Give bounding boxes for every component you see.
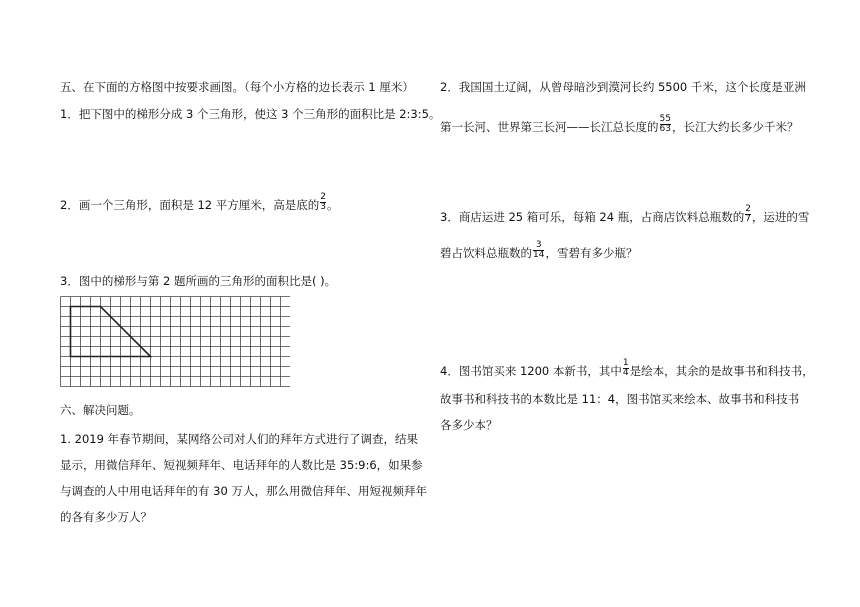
question-3: 3．图中的梯形与第 2 题所画的三角形的面积比是( )。: [60, 274, 337, 288]
grid-svg: [60, 296, 290, 392]
section-6-title: 六、解决问题。: [60, 403, 141, 417]
question-2-text: 2．画一个三角形，面积是 12 平方厘米，高是底的: [60, 198, 320, 212]
problem-1-line-3: 与调查的人中用电话拜年的有 30 万人，那么用微信拜年、用短视频拜年: [60, 484, 427, 498]
question-2: 2．画一个三角形，面积是 12 平方厘米，高是底的 $\frac{2}{3}$ 。: [60, 192, 339, 212]
problem-4-line-3: 各多少本？: [440, 418, 498, 432]
problem-2-line-1: 2．我国国土辽阔，从曾母暗沙到漠河长约 5500 千米，这个长度是亚洲: [440, 80, 806, 94]
square-grid: [60, 296, 290, 396]
problem-4-line-1: 4．图书馆买来 1200 本新书，其中 $\frac{1}{4}$ 是绘本，其余的是故事书和科技书，: [440, 358, 814, 378]
problem-4-line-2: 故事书和科技书的本数比是 11：4，图书馆买来绘本、故事书和科技书: [440, 392, 800, 406]
fraction-two-sevenths: $\frac{2}{7}$: [745, 204, 751, 224]
fraction-two-thirds: $\frac{2}{3}$: [320, 192, 326, 212]
question-1: 1．把下图中的梯形分成 3 个三角形，使这 3 个三角形的面积比是 2:3:5。: [60, 107, 441, 121]
problem-2-line-2: 第一长河、世界第三长河——长江总长度的 $\frac{55}{63}$ ，长江大约长多少千米？: [440, 114, 799, 134]
problem-1-line-1: 1. 2019 年春节期间，某网络公司对人们的拜年方式进行了调查，结果: [60, 432, 419, 446]
fraction-one-quarter: $\frac{1}{4}$: [622, 358, 629, 378]
section-5-title: 五、在下面的方格图中按要求画图。（每个小方格的边长表示 1 厘米）: [60, 80, 414, 94]
problem-3-line-2: 碧占饮料总瓶数的 $\frac{3}{14}$ ，雪碧有多少瓶？: [440, 240, 638, 260]
problem-3-line-1: 3．商店运进 25 箱可乐，每箱 24 瓶，占商店饮料总瓶数的 $\frac{2}{7}$ ，运进的雪: [440, 204, 810, 224]
fraction-3-14: $\frac{3}{14}$: [533, 240, 545, 260]
fraction-55-63: $\frac{55}{63}$: [659, 114, 671, 134]
problem-1-line-2: 显示，用微信拜年、短视频拜年、电话拜年的人数比是 35:9:6，如果参: [60, 458, 423, 472]
problem-1-line-4: 的各有多少万人？: [60, 510, 152, 524]
